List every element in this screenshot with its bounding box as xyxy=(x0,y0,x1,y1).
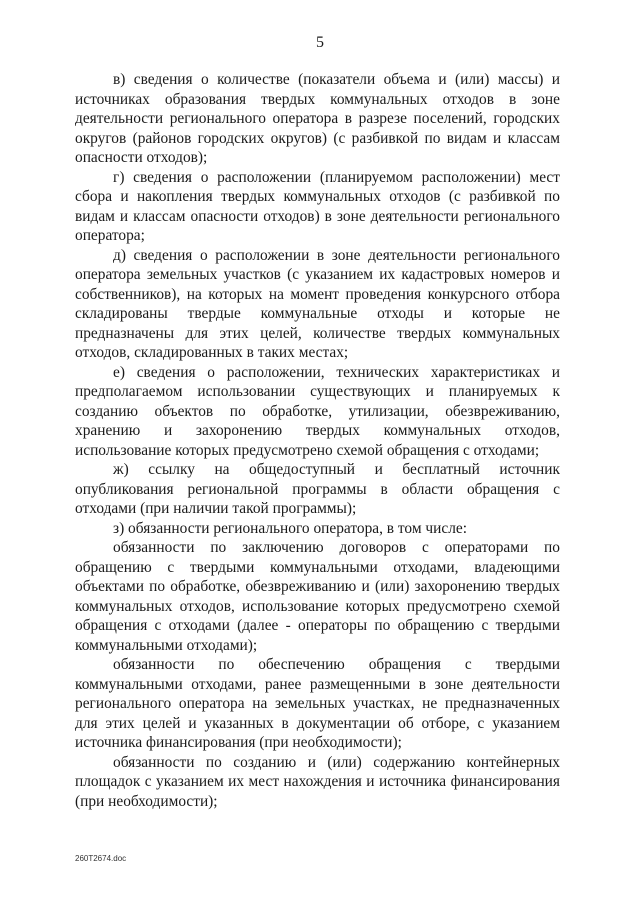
document-filename-footer: 260T2674.doc xyxy=(75,854,127,863)
paragraph-e: е) сведения о расположении, технических характеристиках и предполагаемом использовании существующих и планируемых к созданию объектов по обработке, утилизации, обезвреживанию, хранению и захоронению твердых коммунальных отходов, использование которых предусмотрено схемой обращения с отходами; xyxy=(75,363,560,459)
page-number: 5 xyxy=(316,34,324,51)
paragraph-z: з) обязанности регионального оператора, в том числе: xyxy=(113,519,468,537)
paragraph-duty-waste-handling: обязанности по обеспечению обращения с твердыми коммунальными отходами, ранее размещенными в зоне деятельности регионального оператора на земельных участках, не предназначенных для этих целей и указанных в документации об отборе, с указанием источника финансирования (при необходимости); xyxy=(75,656,560,751)
document-body xyxy=(75,70,560,811)
paragraph-duty-container-sites: обязанности по созданию и (или) содержанию контейнерных площадок с указанием их мест нахождения и источника финансирования (при необходимости); xyxy=(75,753,560,810)
paragraph-zh: ж) ссылку на общедоступный и бесплатный источник опубликования региональной программы в области обращения с отходами (при наличии такой программы); xyxy=(75,461,560,517)
paragraph-d: д) сведения о расположении в зоне деятельности регионального оператора земельных участков (с указанием их кадастровых номеров и собственников), на которых на момент проведения конкурсного отбора складированы твердые коммунальные отходы и которые не предназначены для этих целей, количестве твердых коммунальных отходов, складированных в таких местах; xyxy=(75,246,560,361)
paragraph-duty-contracts: обязанности по заключению договоров с операторами по обращению с твердыми коммунальными отходами, владеющими объектами по обработке, обезвреживанию и (или) захоронению твердых коммунальных отходов, использование которых предусмотрено схемой обращения с отходами (далее - операторы по обращению с твердыми коммунальными отходами); xyxy=(75,539,560,654)
paragraph-v: в) сведения о количестве (показатели объема и (или) массы) и источниках образования твердых коммунальных отходов в зоне деятельности регионального оператора в разрезе поселений, городских округов (районов городских округов) (с разбивкой по видам и классам опасности отходов); xyxy=(75,71,560,166)
paragraph-g: г) сведения о расположении (планируемом расположении) мест сбора и накопления твердых коммунальных отходов (с разбивкой по видам и классам опасности отходов) в зоне деятельности регионального оператора; xyxy=(75,168,560,244)
